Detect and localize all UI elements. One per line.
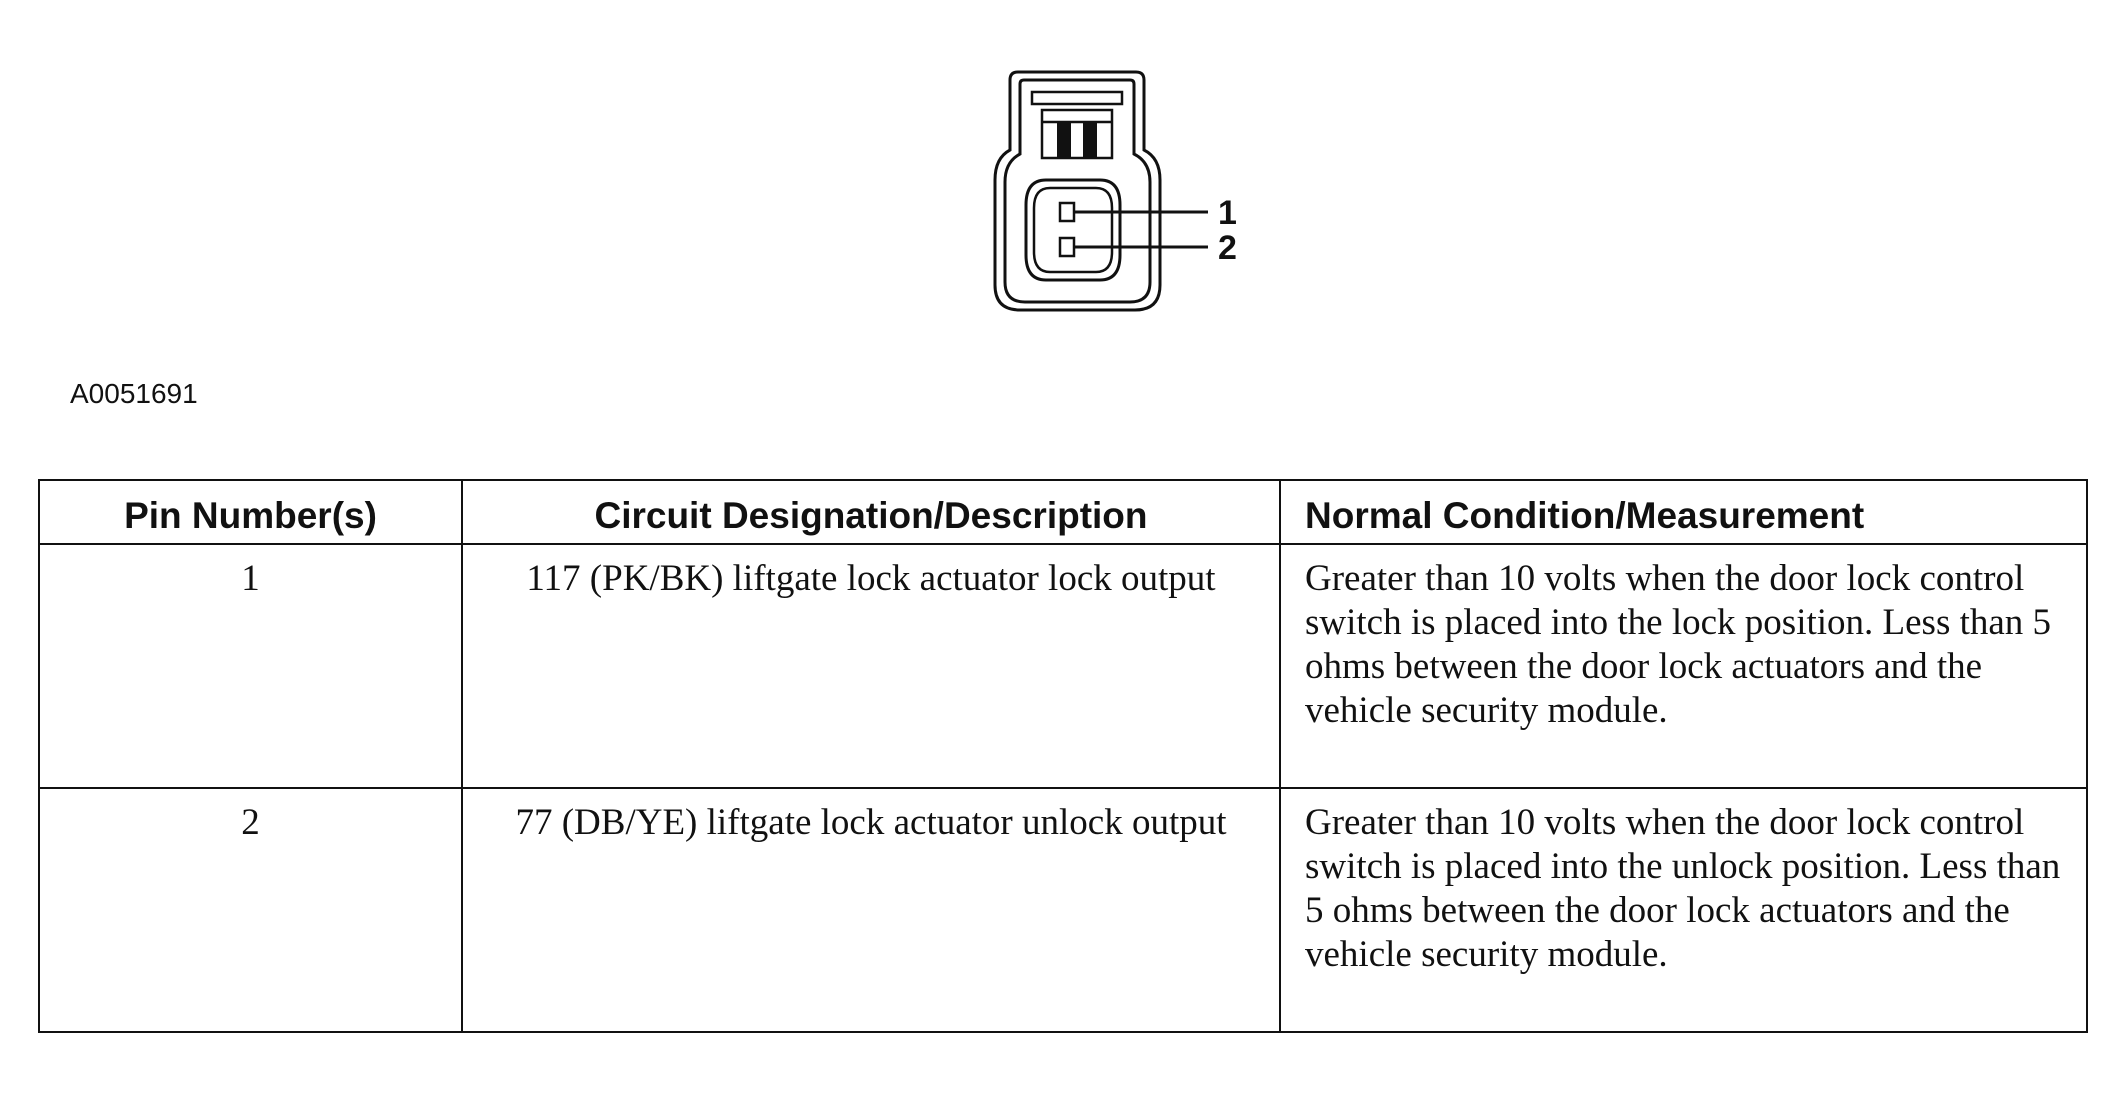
table-row xyxy=(39,788,2087,1032)
pin-cell: 2 xyxy=(39,788,462,1032)
connector-diagram xyxy=(960,70,1300,320)
circuit-cell: 117 (PK/BK) liftgate lock actuator lock output xyxy=(462,544,1280,788)
figure-id: A0051691 xyxy=(70,378,198,409)
pin-table xyxy=(38,479,2088,1033)
column-header-circuit: Circuit Designation/Description xyxy=(462,480,1280,544)
column-header-pin: Pin Number(s) xyxy=(39,480,462,544)
table-header-row xyxy=(39,480,2087,544)
column-header-condition: Normal Condition/Measurement xyxy=(1280,480,2087,544)
pin-cell: 1 xyxy=(39,544,462,788)
condition-cell: Greater than 10 volts when the door lock control switch is placed into the unlock position. Less than 5 ohms between the door lock actuators and the vehicle security module. xyxy=(1280,788,2087,1032)
circuit-cell: 77 (DB/YE) liftgate lock actuator unlock output xyxy=(462,788,1280,1032)
pin-leader-lines xyxy=(1074,212,1208,247)
condition-cell: Greater than 10 volts when the door lock control switch is placed into the lock position. Less than 5 ohms between the door lock actuators and the vehicle security module. xyxy=(1280,544,2087,788)
table-row xyxy=(39,544,2087,788)
pin-label-2: 2 xyxy=(1218,229,1237,267)
pin-label-1: 1 xyxy=(1218,194,1237,232)
connector-body xyxy=(995,72,1160,310)
